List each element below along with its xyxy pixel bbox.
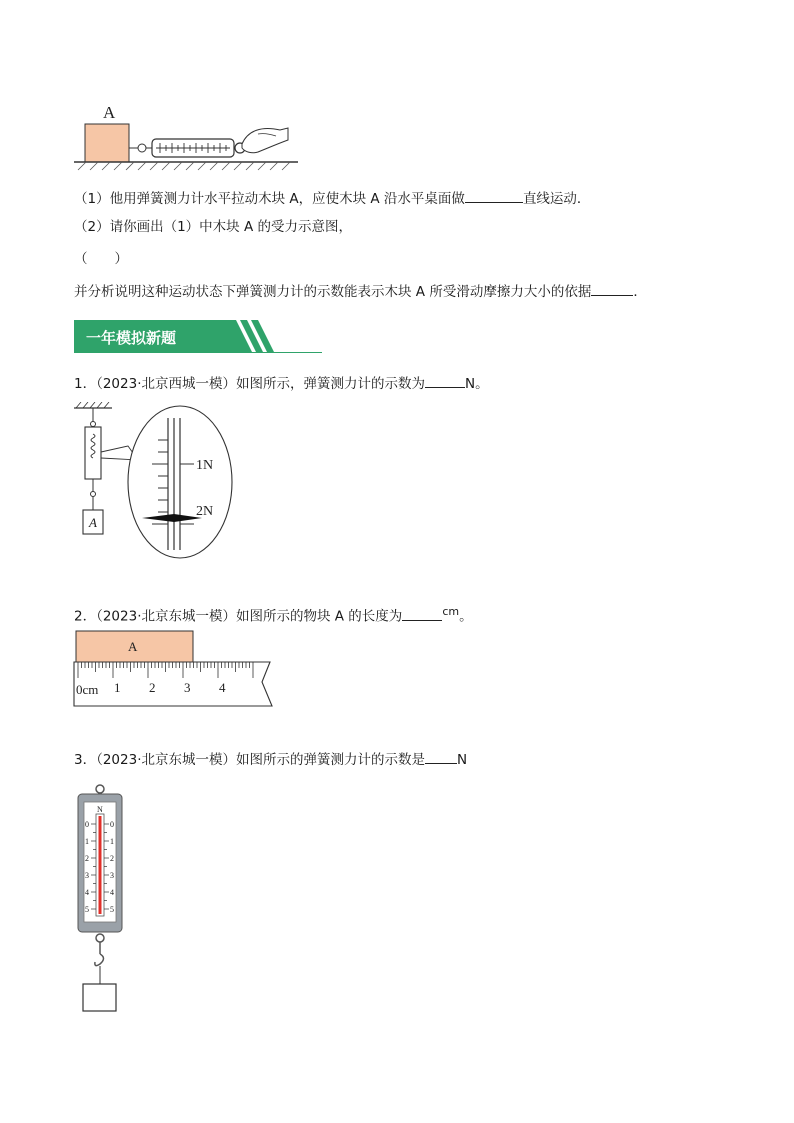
q-text: ． [633, 284, 647, 300]
q-text: 2．（2023·北京东城一模）如图所示的物块 A 的长度为 [74, 608, 403, 625]
q-text: 并分析说明这种运动状态下弹簧测力计的示数能表示木块 A 所受滑动摩擦力大小的依据 [74, 284, 592, 300]
q3-figure [74, 784, 134, 1014]
unit-label: N [97, 805, 103, 814]
scale-label: 3 [85, 871, 89, 880]
hook [95, 954, 104, 966]
q-text: 3．（2023·北京东城一模）如图所示的弹簧测力计的示数是 [74, 752, 425, 768]
question-3 [74, 749, 467, 769]
scale-label: 5 [85, 905, 89, 914]
answer-bracket[interactable]: （ ） [74, 251, 128, 267]
scale-label: 2 [85, 854, 89, 863]
section-title: 一年模拟新题 [86, 329, 177, 347]
scale-label: 3 [110, 871, 114, 880]
q-text: N [457, 752, 468, 768]
ruler-tick-label: 0cm [76, 682, 99, 697]
answer-blank[interactable] [465, 188, 523, 203]
block-label: A [89, 515, 97, 530]
mark-label: 1N [196, 458, 214, 473]
question-2 [74, 603, 473, 626]
scale-label: 0 [110, 820, 114, 829]
block-label: A [128, 639, 138, 654]
ruler-tick-label: 2 [149, 680, 156, 695]
weight-block [83, 984, 116, 1011]
question-line-2: （2）请你画出（1）中木块 A 的受力示意图， [74, 219, 352, 235]
q1-figure [72, 402, 242, 562]
q-text: 。 [459, 608, 473, 625]
ruler [74, 662, 272, 706]
scale-label: 2 [110, 854, 114, 863]
spring-scale-body [85, 427, 101, 479]
top-figure [72, 100, 312, 175]
mark-label: 2N [196, 504, 214, 519]
ruler-tick-label: 1 [114, 680, 121, 695]
block-label: A [103, 103, 116, 122]
q-text: N。 [465, 376, 489, 392]
scale-label: 5 [110, 905, 114, 914]
red-indicator [99, 816, 102, 914]
section-banner [74, 318, 322, 354]
scale-label: 1 [110, 837, 114, 846]
answer-blank[interactable] [591, 281, 633, 296]
question-line-1 [74, 188, 590, 208]
answer-blank[interactable] [402, 606, 442, 621]
unit-label: cm [442, 605, 460, 618]
hand [242, 128, 288, 153]
ruler-tick-label: 4 [219, 680, 226, 695]
q-text: 直线运动． [522, 191, 591, 207]
q-text: 1．（2023·北京西城一模）如图所示，弹簧测力计的示数为 [74, 376, 425, 392]
scale-label: 0 [85, 820, 89, 829]
answer-blank[interactable] [425, 373, 465, 388]
q2-figure [72, 630, 282, 710]
scale-label: 4 [85, 888, 89, 897]
scale-label: 1 [85, 837, 89, 846]
block-a [85, 124, 129, 162]
question-line-4 [74, 281, 647, 301]
scale-label: 4 [110, 888, 114, 897]
answer-blank[interactable] [425, 749, 457, 764]
ruler-tick-label: 3 [184, 680, 191, 695]
q-text: （1）他用弹簧测力计水平拉动木块 A，应使木块 A 沿水平桌面做 [74, 191, 465, 207]
question-1 [74, 373, 489, 393]
